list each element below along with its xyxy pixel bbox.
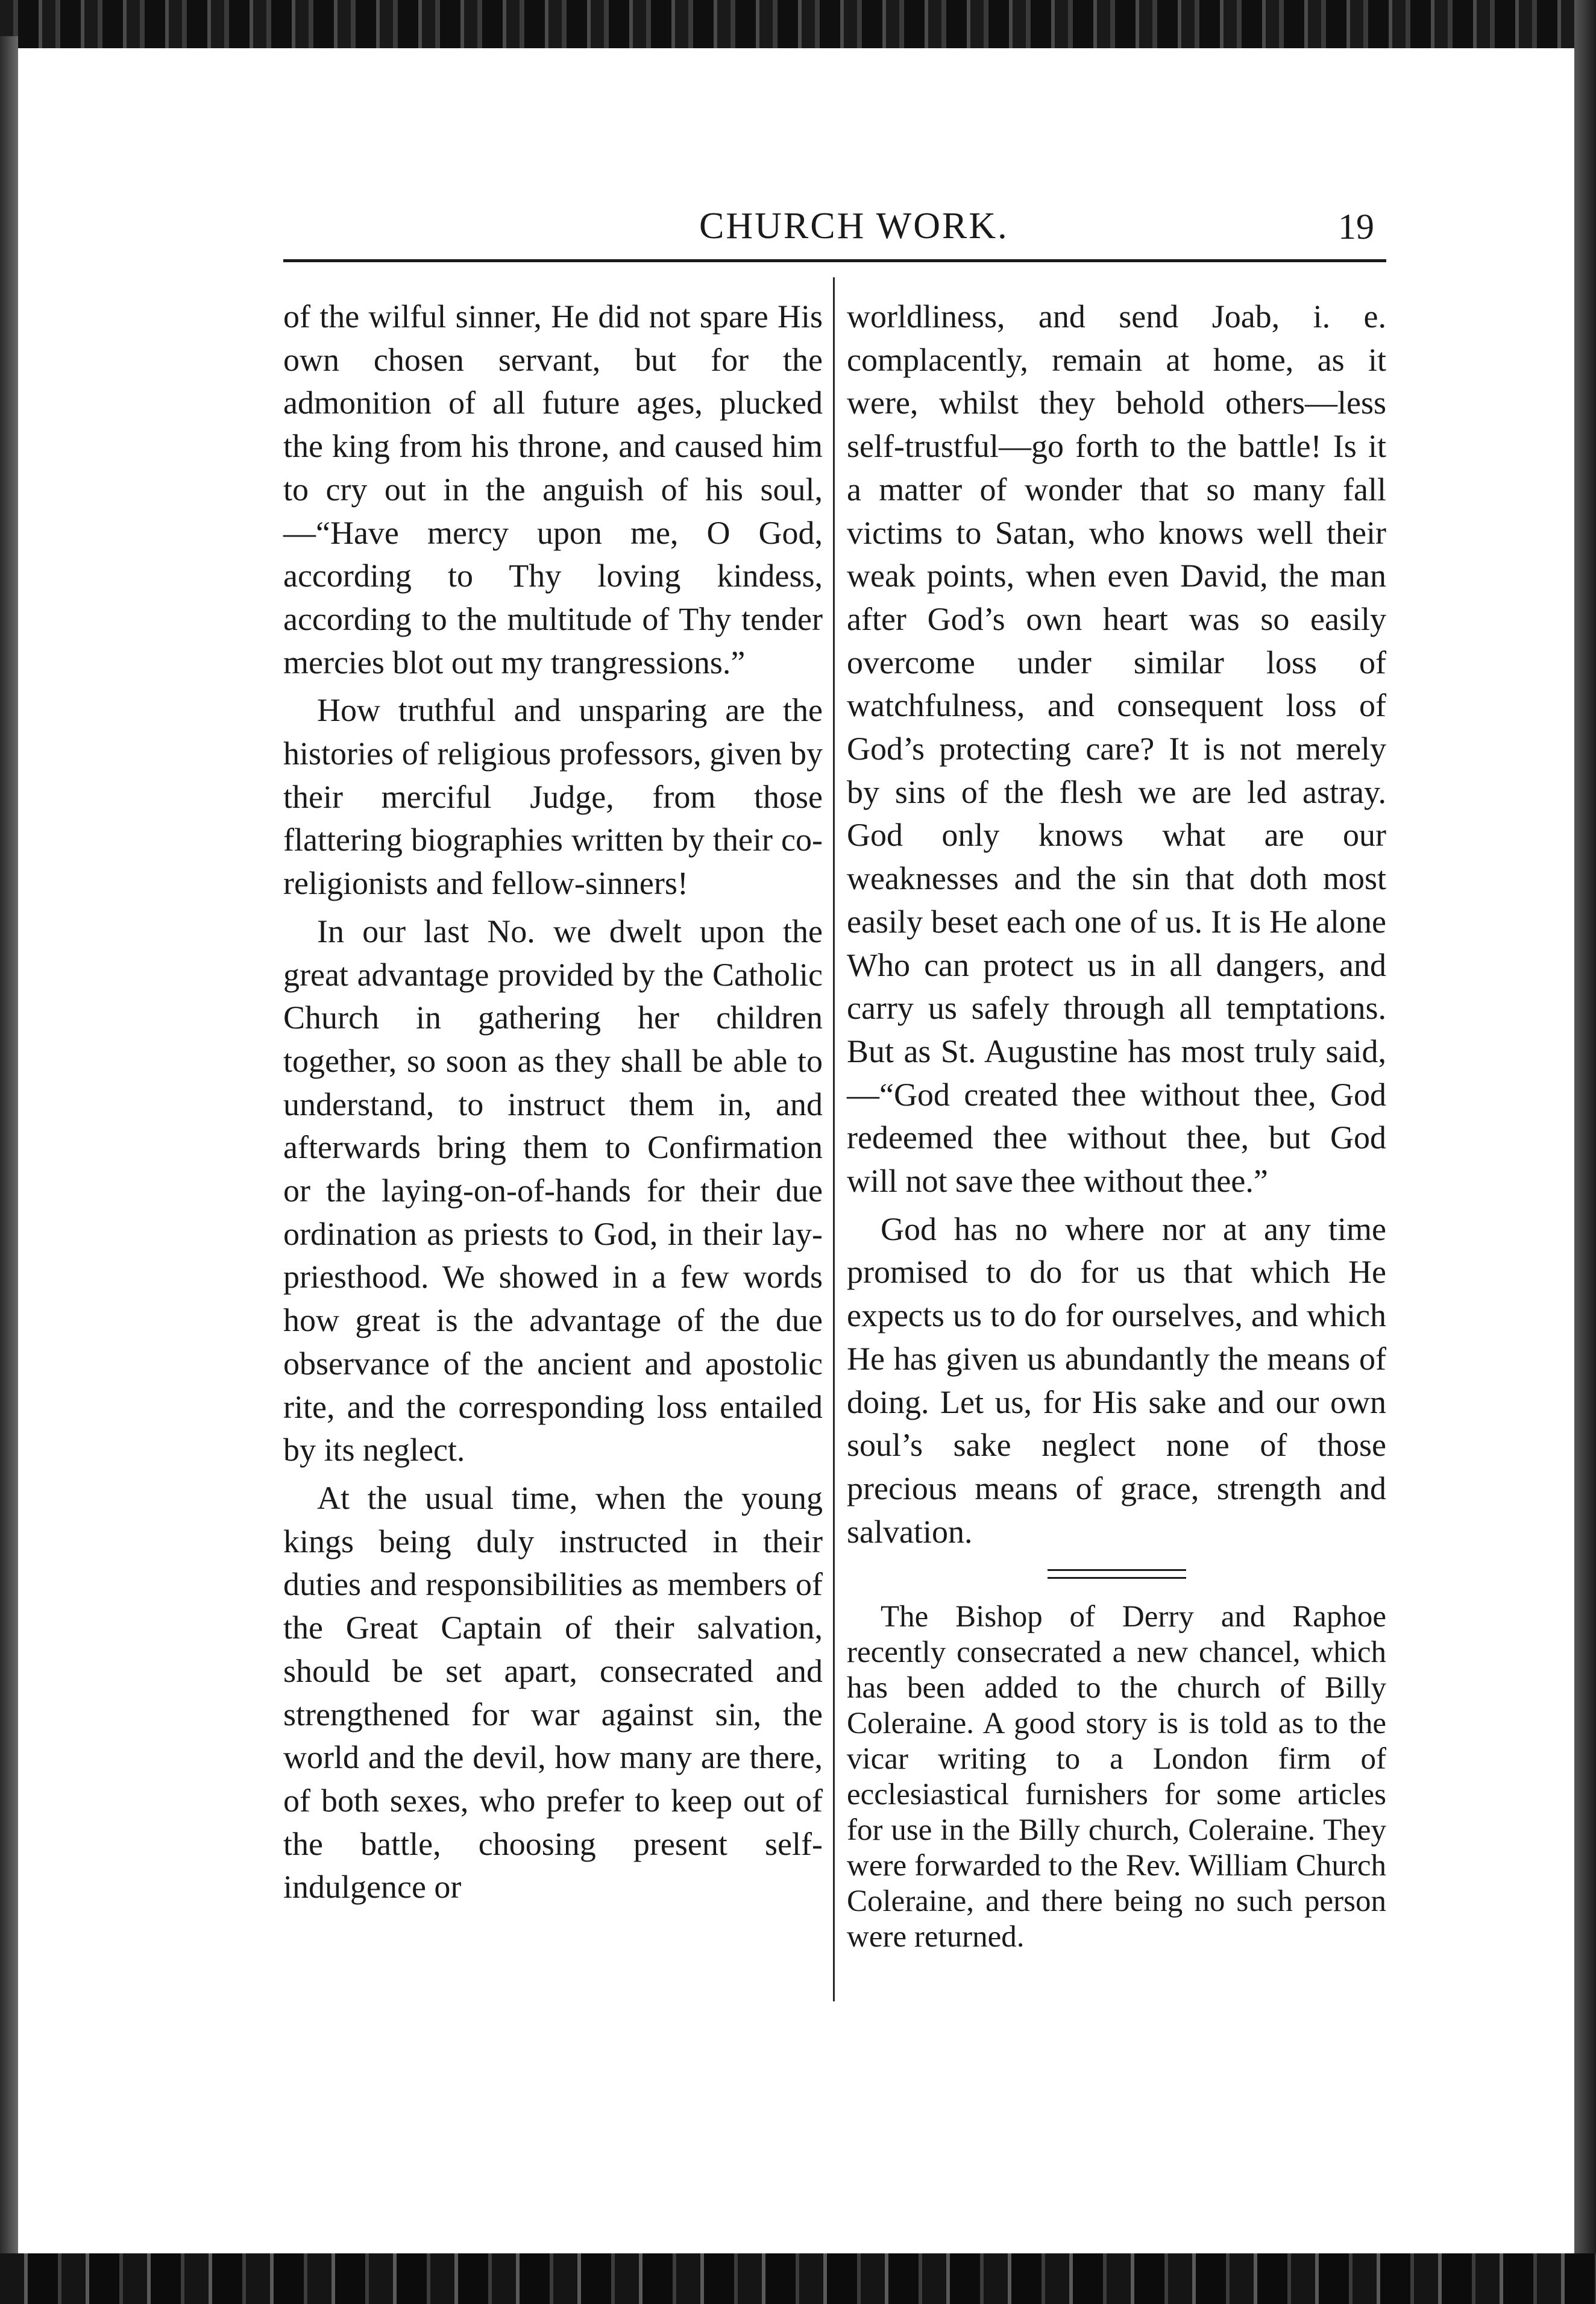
scan-border-right [1574, 0, 1596, 2304]
paragraph: God has no where nor at any time promised to do for us that which He expects us to do for ourselves, and which He has given us abundantly the means of doing. Let us, for His sake and our own soul’s sake neglect none of those precious means of grace, strength and salvation. [847, 1210, 1386, 1550]
paragraph: At the usual time, when the young kings being duly instructed in their duties and responsibilities as members of the Great Captain of their salvation, should be set apart, consecrated and strengthened for war against sin, the world and the devil, how many are there, of both sexes, who prefer to keep out of the battle, choosing present self-indulgence or [283, 1479, 823, 1906]
running-header [283, 193, 1386, 262]
book-page [283, 193, 1386, 2038]
section-separator [1048, 1569, 1186, 1579]
scan-border-left [0, 36, 18, 2267]
paragraph: How truthful and unsparing are the histories of religious professors, given by their merciful Judge, from those flattering biographies written by their co-religionists and fellow-sinners! [283, 692, 823, 902]
left-column [283, 295, 823, 1909]
paragraph: worldliness, and send Joab, i. e. complacently, remain at home, as it were, whilst they behold others—less self-trustful—go forth to the battle! Is it a matter of wonder that so many fall victims to Satan, who knows well their weak points, when even David, the man after God’s own heart was so easily overcome under similar loss of watchfulness, and consequent loss of God’s protecting care? It is not merely by sins of the flesh we are led astray. God only knows what are our weaknesses and the sin that doth most easily beset each one of us. It is He alone Who can protect us in all dangers, and carry us safely through all temptations. But as St. Augustine has most truly said,—“God created thee without thee, God redeemed thee without thee, but God will not save thee without thee.” [847, 298, 1386, 1200]
running-title: CHURCH WORK. [699, 206, 1009, 247]
paragraph: The Bishop of Derry and Raphoe recently consecrated a new chancel, which has been added to the church of Billy Coleraine. A good story is is told as to the vicar writing to a London firm of ecclesiastical furnishers for some articles for use in the Billy church, Coleraine. They were forwarded to the Rev. William Church Coleraine, and there being no such person were returned. [847, 1600, 1386, 1954]
page-number: 19 [1338, 207, 1374, 247]
scan-border-top [0, 0, 1596, 48]
paragraph: In our last No. we dwelt upon the great advantage provided by the Catholic Church in gathering her children together, so soon as they shall be able to understand, to instruct them in, and afterwards bring them to Confirmation or the laying-on-of-hands for their due ordination as priests to God, in their lay-priesthood. We showed in a few words how great is the advantage of the due observance of the ancient and apostolic rite, and the corresponding loss entailed by its neglect. [283, 913, 823, 1468]
right-column [847, 295, 1386, 1955]
paragraph: of the wilful sinner, He did not spare His own chosen servant, but for the admonition of all future ages, plucked the king from his throne, and caused him to cry out in the anguish of his soul,—“Have mercy upon me, O God, according to Thy loving kindess, according to the multitude of Thy tender mercies blot out my trangressions.” [283, 298, 823, 681]
column-divider [833, 277, 835, 2001]
scan-border-bottom [0, 2253, 1596, 2304]
